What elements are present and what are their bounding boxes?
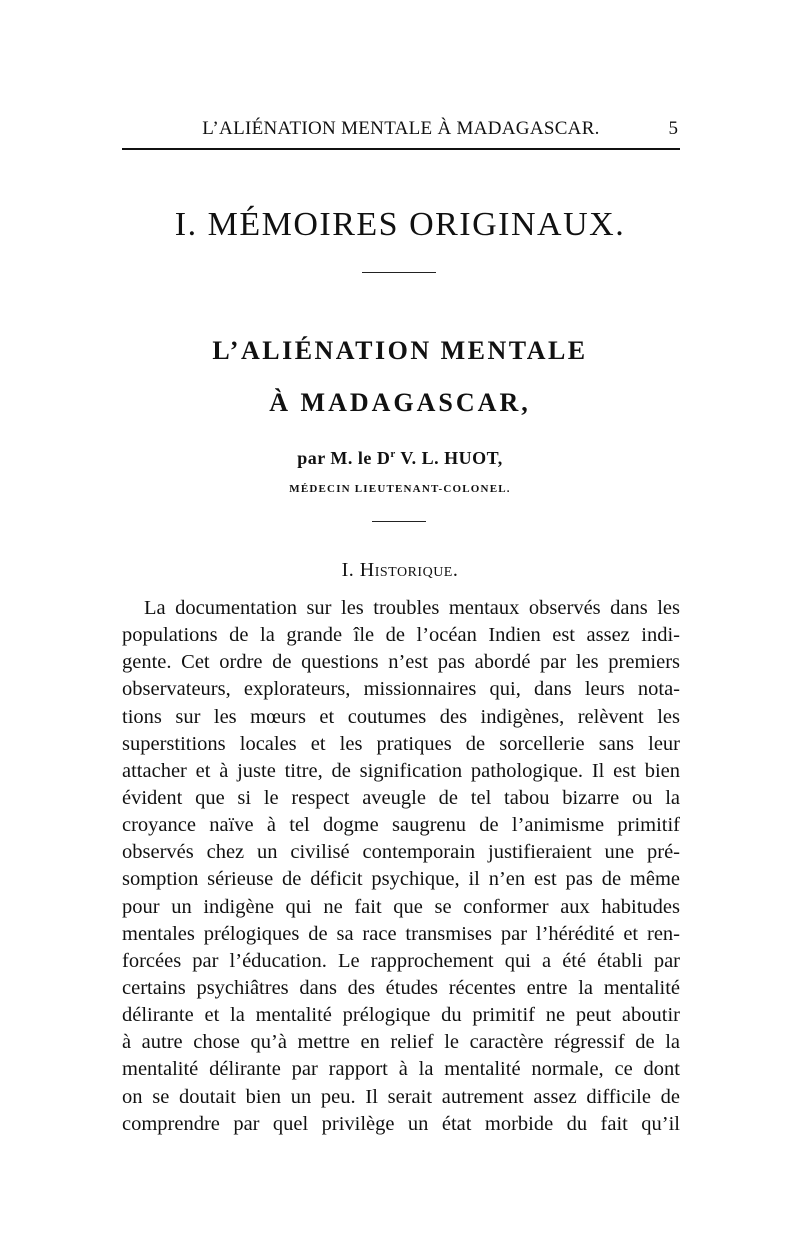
text-line: on se doutait bien un peu. Il serait autrement assez difficile de: [122, 1085, 680, 1108]
section-title: I. MÉMOIRES ORIGINAUX.: [174, 206, 626, 243]
text-line: à autre chose qu’à mettre en relief le caractère régressif de la: [122, 1031, 680, 1054]
text-line: somption sérieuse de déficit psychique, il n’en est pas de même: [122, 868, 680, 891]
text-line: tions sur les mœurs et coutumes des indigènes, relèvent les: [122, 705, 680, 728]
running-head: [122, 116, 680, 146]
article-title-line-2: À MADAGASCAR,: [269, 388, 531, 417]
text-line: populations de la grande île de l’océan Indien est assez indi-: [122, 624, 680, 647]
text-line: certains psychiâtres dans des études récentes entre la mentalité: [122, 976, 680, 999]
running-title: L’ALIÉNATION MENTALE À MADAGASCAR.: [202, 118, 600, 139]
text-line: croyance naïve à tel dogme saugrenu de l’animisme primitif: [122, 814, 680, 837]
text-line: comprendre par quel privilège un état morbide du fait qu’il: [122, 1112, 680, 1135]
body-paragraph: [122, 595, 680, 1138]
byline-prefix: par M. le D: [297, 448, 391, 468]
author-affiliation: MÉDECIN LIEUTENANT-COLONEL.: [289, 483, 511, 495]
text-line: mentales prélogiques de sa race transmises par l’hérédité et ren-: [122, 922, 680, 945]
author-name: V. L. HUOT,: [395, 448, 503, 468]
text-line: forcées par l’éducation. Le rapprochement qui a été établi par: [122, 949, 680, 972]
text-line: évident que si le respect aveugle de tel tabou bizarre ou la: [122, 786, 680, 809]
author-byline: [0, 448, 800, 469]
text-line: gente. Cet ordre de questions n’est pas abordé par les premiers: [122, 651, 680, 674]
text-line: mentalité délirante par rapport à la mentalité normale, ce dont: [122, 1058, 680, 1081]
byline-superscript: r: [390, 448, 396, 460]
text-line: observateurs, explorateurs, missionnaires qui, dans leurs nota-: [122, 678, 680, 701]
subsection-heading: I. Historique.: [341, 559, 459, 581]
text-line: superstitions locales et les pratiques de sorcellerie sans leur: [122, 732, 680, 755]
text-line: pour un indigène qui ne fait que se conformer aux habitudes: [122, 895, 680, 918]
text-line: attacher et à juste titre, de signification pathologique. Il est bien: [122, 759, 680, 782]
text-line: observés chez un civilisé contemporain justifieraient une pré-: [122, 841, 680, 864]
header-rule: [122, 148, 680, 150]
text-line: délirante et la mentalité prélogique du primitif ne peut aboutir: [122, 1004, 680, 1027]
page-number: 5: [668, 118, 678, 139]
separator-rule: [372, 521, 426, 522]
article-title-line-1: L’ALIÉNATION MENTALE: [212, 336, 588, 365]
separator-rule: [362, 272, 436, 273]
text-line: La documentation sur les troubles mentaux observés dans les: [144, 597, 680, 619]
